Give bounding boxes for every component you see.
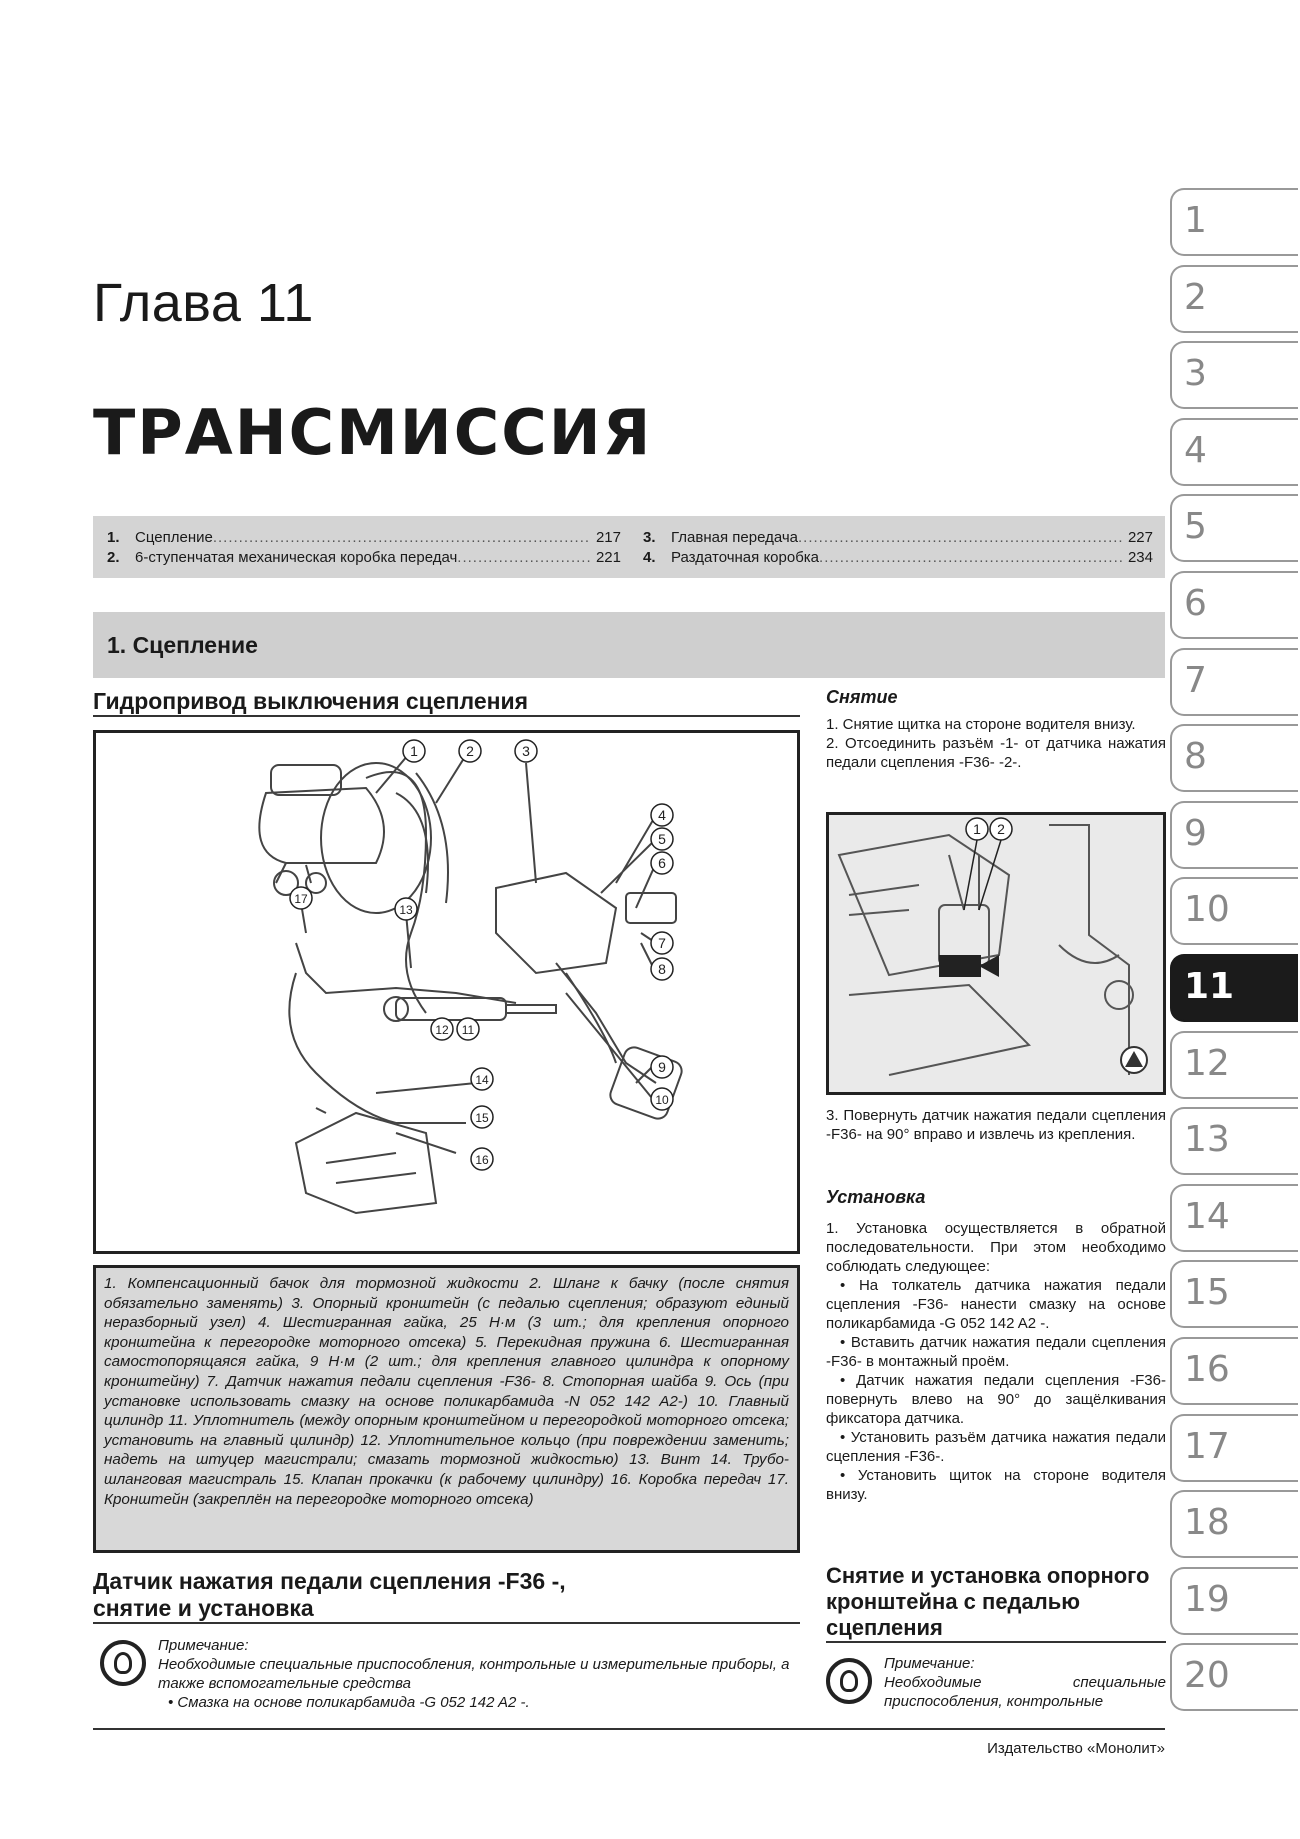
bracket-heading: Снятие и установка опорного кронштейна с педалью сцепления bbox=[826, 1563, 1166, 1643]
watermark-logo bbox=[1121, 1047, 1147, 1073]
note-icon bbox=[100, 1640, 146, 1686]
note-icon bbox=[826, 1658, 872, 1704]
section-bar bbox=[93, 612, 1165, 678]
clutch-diagram bbox=[96, 733, 797, 1251]
svg-text:17: 17 bbox=[294, 892, 308, 906]
chapter-tab-20[interactable]: 20 bbox=[1170, 1643, 1298, 1711]
chapter-tab-3[interactable]: 3 bbox=[1170, 341, 1298, 409]
toc-item[interactable]: 1. Сцепление ..... 217 bbox=[107, 528, 621, 548]
sensor-photo bbox=[826, 812, 1166, 1095]
photo-callout-2 bbox=[990, 818, 1012, 840]
callout-13 bbox=[395, 898, 417, 920]
svg-text:1: 1 bbox=[973, 821, 981, 837]
chapter-tab-4[interactable]: 4 bbox=[1170, 418, 1298, 486]
callout-15 bbox=[471, 1106, 493, 1128]
callout-1 bbox=[403, 740, 425, 762]
callout-3 bbox=[515, 740, 537, 762]
chapter-tab-16[interactable]: 16 bbox=[1170, 1337, 1298, 1405]
note-bullet: • Смазка на основе поликарбамида -G 052 142 A2 -. bbox=[168, 1694, 530, 1711]
chapter-tab-6[interactable]: 6 bbox=[1170, 571, 1298, 639]
callout-11 bbox=[457, 1018, 479, 1040]
toc-item[interactable]: 4. Раздаточная коробка ..... 234 bbox=[643, 548, 1153, 568]
svg-text:1: 1 bbox=[410, 743, 418, 759]
svg-text:4: 4 bbox=[658, 807, 666, 823]
publisher: Издательство «Монолит» bbox=[987, 1740, 1165, 1757]
svg-text:16: 16 bbox=[475, 1153, 489, 1167]
note-label: Примечание: bbox=[884, 1655, 975, 1672]
install-bullet: • Установить щиток на стороне водителя внизу. bbox=[826, 1467, 1166, 1503]
install-heading: Установка bbox=[826, 1187, 926, 1207]
chapter-tab-7[interactable]: 7 bbox=[1170, 648, 1298, 716]
removal-heading: Снятие bbox=[826, 687, 898, 707]
toc-item[interactable]: 3. Главная передача ..... 227 bbox=[643, 528, 1153, 548]
callout-5 bbox=[651, 828, 673, 850]
chapter-tab-13[interactable]: 13 bbox=[1170, 1107, 1298, 1175]
note-label: Примечание: bbox=[158, 1637, 249, 1654]
install-bullet: • Установить разъём датчика нажатия педали сцепления -F36-. bbox=[826, 1429, 1166, 1465]
toc-item[interactable]: 2. 6-ступенчатая механическая коробка передач ..... 221 bbox=[107, 548, 621, 568]
removal-step-2: 2. Отсоединить разъём -1- от датчика нажатия педали сцепления -F36- -2-. bbox=[826, 735, 1166, 771]
install-bullet: • Датчик нажатия педали сцепления -F36- повернуть влево на 90° до защёлкивания фиксатора датчика. bbox=[826, 1372, 1166, 1427]
callout-16 bbox=[471, 1148, 493, 1170]
chapter-tab-2[interactable]: 2 bbox=[1170, 265, 1298, 333]
removal-step-1: 1. Снятие щитка на стороне водителя внизу. bbox=[826, 716, 1136, 733]
svg-text:8: 8 bbox=[658, 961, 666, 977]
page-title: ТРАНСМИССИЯ bbox=[93, 396, 653, 469]
svg-text:14: 14 bbox=[475, 1073, 489, 1087]
callout-17 bbox=[290, 887, 312, 909]
callout-8 bbox=[651, 958, 673, 980]
chapter-tab-18[interactable]: 18 bbox=[1170, 1490, 1298, 1558]
install-bullet: • Вставить датчик нажатия педали сцепления -F36- в монтажный проём. bbox=[826, 1334, 1166, 1370]
svg-text:9: 9 bbox=[658, 1059, 666, 1075]
install-step-1: 1. Установка осуществляется в обратной последовательности. При этом необходимо соблюдать следующее: bbox=[826, 1220, 1166, 1275]
hydraulic-drive-heading: Гидропривод выключения сцепления bbox=[93, 688, 800, 717]
callout-9 bbox=[651, 1056, 673, 1078]
removal-section bbox=[826, 688, 1166, 772]
footer-rule bbox=[93, 1728, 1165, 1730]
note-text: Необходимые специальные приспособления, контрольные bbox=[884, 1674, 1166, 1710]
removal-step-3-block bbox=[826, 1106, 1166, 1144]
chapter-tab-14[interactable]: 14 bbox=[1170, 1184, 1298, 1252]
chapter-tab-15[interactable]: 15 bbox=[1170, 1260, 1298, 1328]
section-title: 1. Сцепление bbox=[107, 632, 258, 658]
svg-text:12: 12 bbox=[435, 1023, 449, 1037]
callout-6 bbox=[651, 852, 673, 874]
callout-2 bbox=[459, 740, 481, 762]
svg-text:5: 5 bbox=[658, 831, 666, 847]
svg-text:10: 10 bbox=[655, 1093, 669, 1107]
removal-step-3: 3. Повернуть датчик нажатия педали сцепления -F36- на 90° вправо и извлечь из крепления. bbox=[826, 1107, 1166, 1143]
sensor-heading: Датчик нажатия педали сцепления -F36 -, снятие и установка bbox=[93, 1568, 800, 1624]
chapter-tab-9[interactable]: 9 bbox=[1170, 801, 1298, 869]
callout-7 bbox=[651, 932, 673, 954]
svg-text:2: 2 bbox=[997, 821, 1005, 837]
svg-text:7: 7 bbox=[658, 935, 666, 951]
chapter-label: Глава 11 bbox=[93, 273, 314, 333]
callout-12 bbox=[431, 1018, 453, 1040]
svg-text:11: 11 bbox=[461, 1023, 475, 1037]
chapter-toc bbox=[93, 516, 1165, 578]
chapter-tab-5[interactable]: 5 bbox=[1170, 494, 1298, 562]
callout-4 bbox=[651, 804, 673, 826]
clutch-hydraulics-figure bbox=[93, 730, 800, 1254]
svg-text:6: 6 bbox=[658, 855, 666, 871]
chapter-tab-8[interactable]: 8 bbox=[1170, 724, 1298, 792]
chapter-tab-19[interactable]: 19 bbox=[1170, 1567, 1298, 1635]
callout-14 bbox=[471, 1068, 493, 1090]
chapter-tab-10[interactable]: 10 bbox=[1170, 877, 1298, 945]
install-section bbox=[826, 1188, 1166, 1504]
chapter-tab-12[interactable]: 12 bbox=[1170, 1031, 1298, 1099]
chapter-tab-17[interactable]: 17 bbox=[1170, 1414, 1298, 1482]
install-bullet: • На толкатель датчика нажатия педали сцепления -F36- нанести смазку на основе поликарбамида -G 052 142 A2 -. bbox=[826, 1277, 1166, 1332]
note-text: Необходимые специальные приспособления, контрольные и измерительные приборы, а также вспомогательные средства bbox=[158, 1656, 790, 1692]
figure-caption: 1. Компенсационный бачок для тормозной жидкости 2. Шланг к бачку (после снятия обязательно заменять) 3. Опорный кронштейн (с педалью сцепления; образуют единый неразборный узел) 4. Шестигранная гайка, 25 Н·м (3 шт.; для крепления опорного кронштейна к перегородке моторного отсека) 5. Перекидная пружина 6. Шестигранная самостопорящаяся гайка, 9 Н·м (2 шт.; для крепления главного цилиндра к опорному кронштейну) 7. Датчик нажатия педали сцепления -F36- 8. Стопорная шайба 9. Ось (при установке использовать смазку на основе поликарбамида -N 052 142 A2-) 10. Главный цилиндр 11. Уплотнитель (между опорным кронштейном и перегородкой моторного отсека; установить на главный цилиндр) 12. Уплотнительное кольцо (при повреждении заменить; надеть на штуцер магистрали; смазать тормозной жидкостью) 13. Винт 14. Трубо-шланговая магистраль 15. Клапан прокачки (к рабочему цилиндру) 16. Коробка передач 17. Кронштейн (закреплён на перегородке моторного отсека) bbox=[93, 1265, 800, 1553]
photo-callout-1 bbox=[966, 818, 988, 840]
svg-text:15: 15 bbox=[475, 1111, 489, 1125]
svg-text:2: 2 bbox=[466, 743, 474, 759]
chapter-tab-11[interactable]: 11 bbox=[1170, 954, 1298, 1022]
sensor-photo-illustration bbox=[829, 815, 1163, 1092]
svg-text:13: 13 bbox=[399, 903, 413, 917]
svg-text:3: 3 bbox=[522, 743, 530, 759]
callout-10 bbox=[651, 1088, 673, 1110]
chapter-tab-1[interactable]: 1 bbox=[1170, 188, 1298, 256]
